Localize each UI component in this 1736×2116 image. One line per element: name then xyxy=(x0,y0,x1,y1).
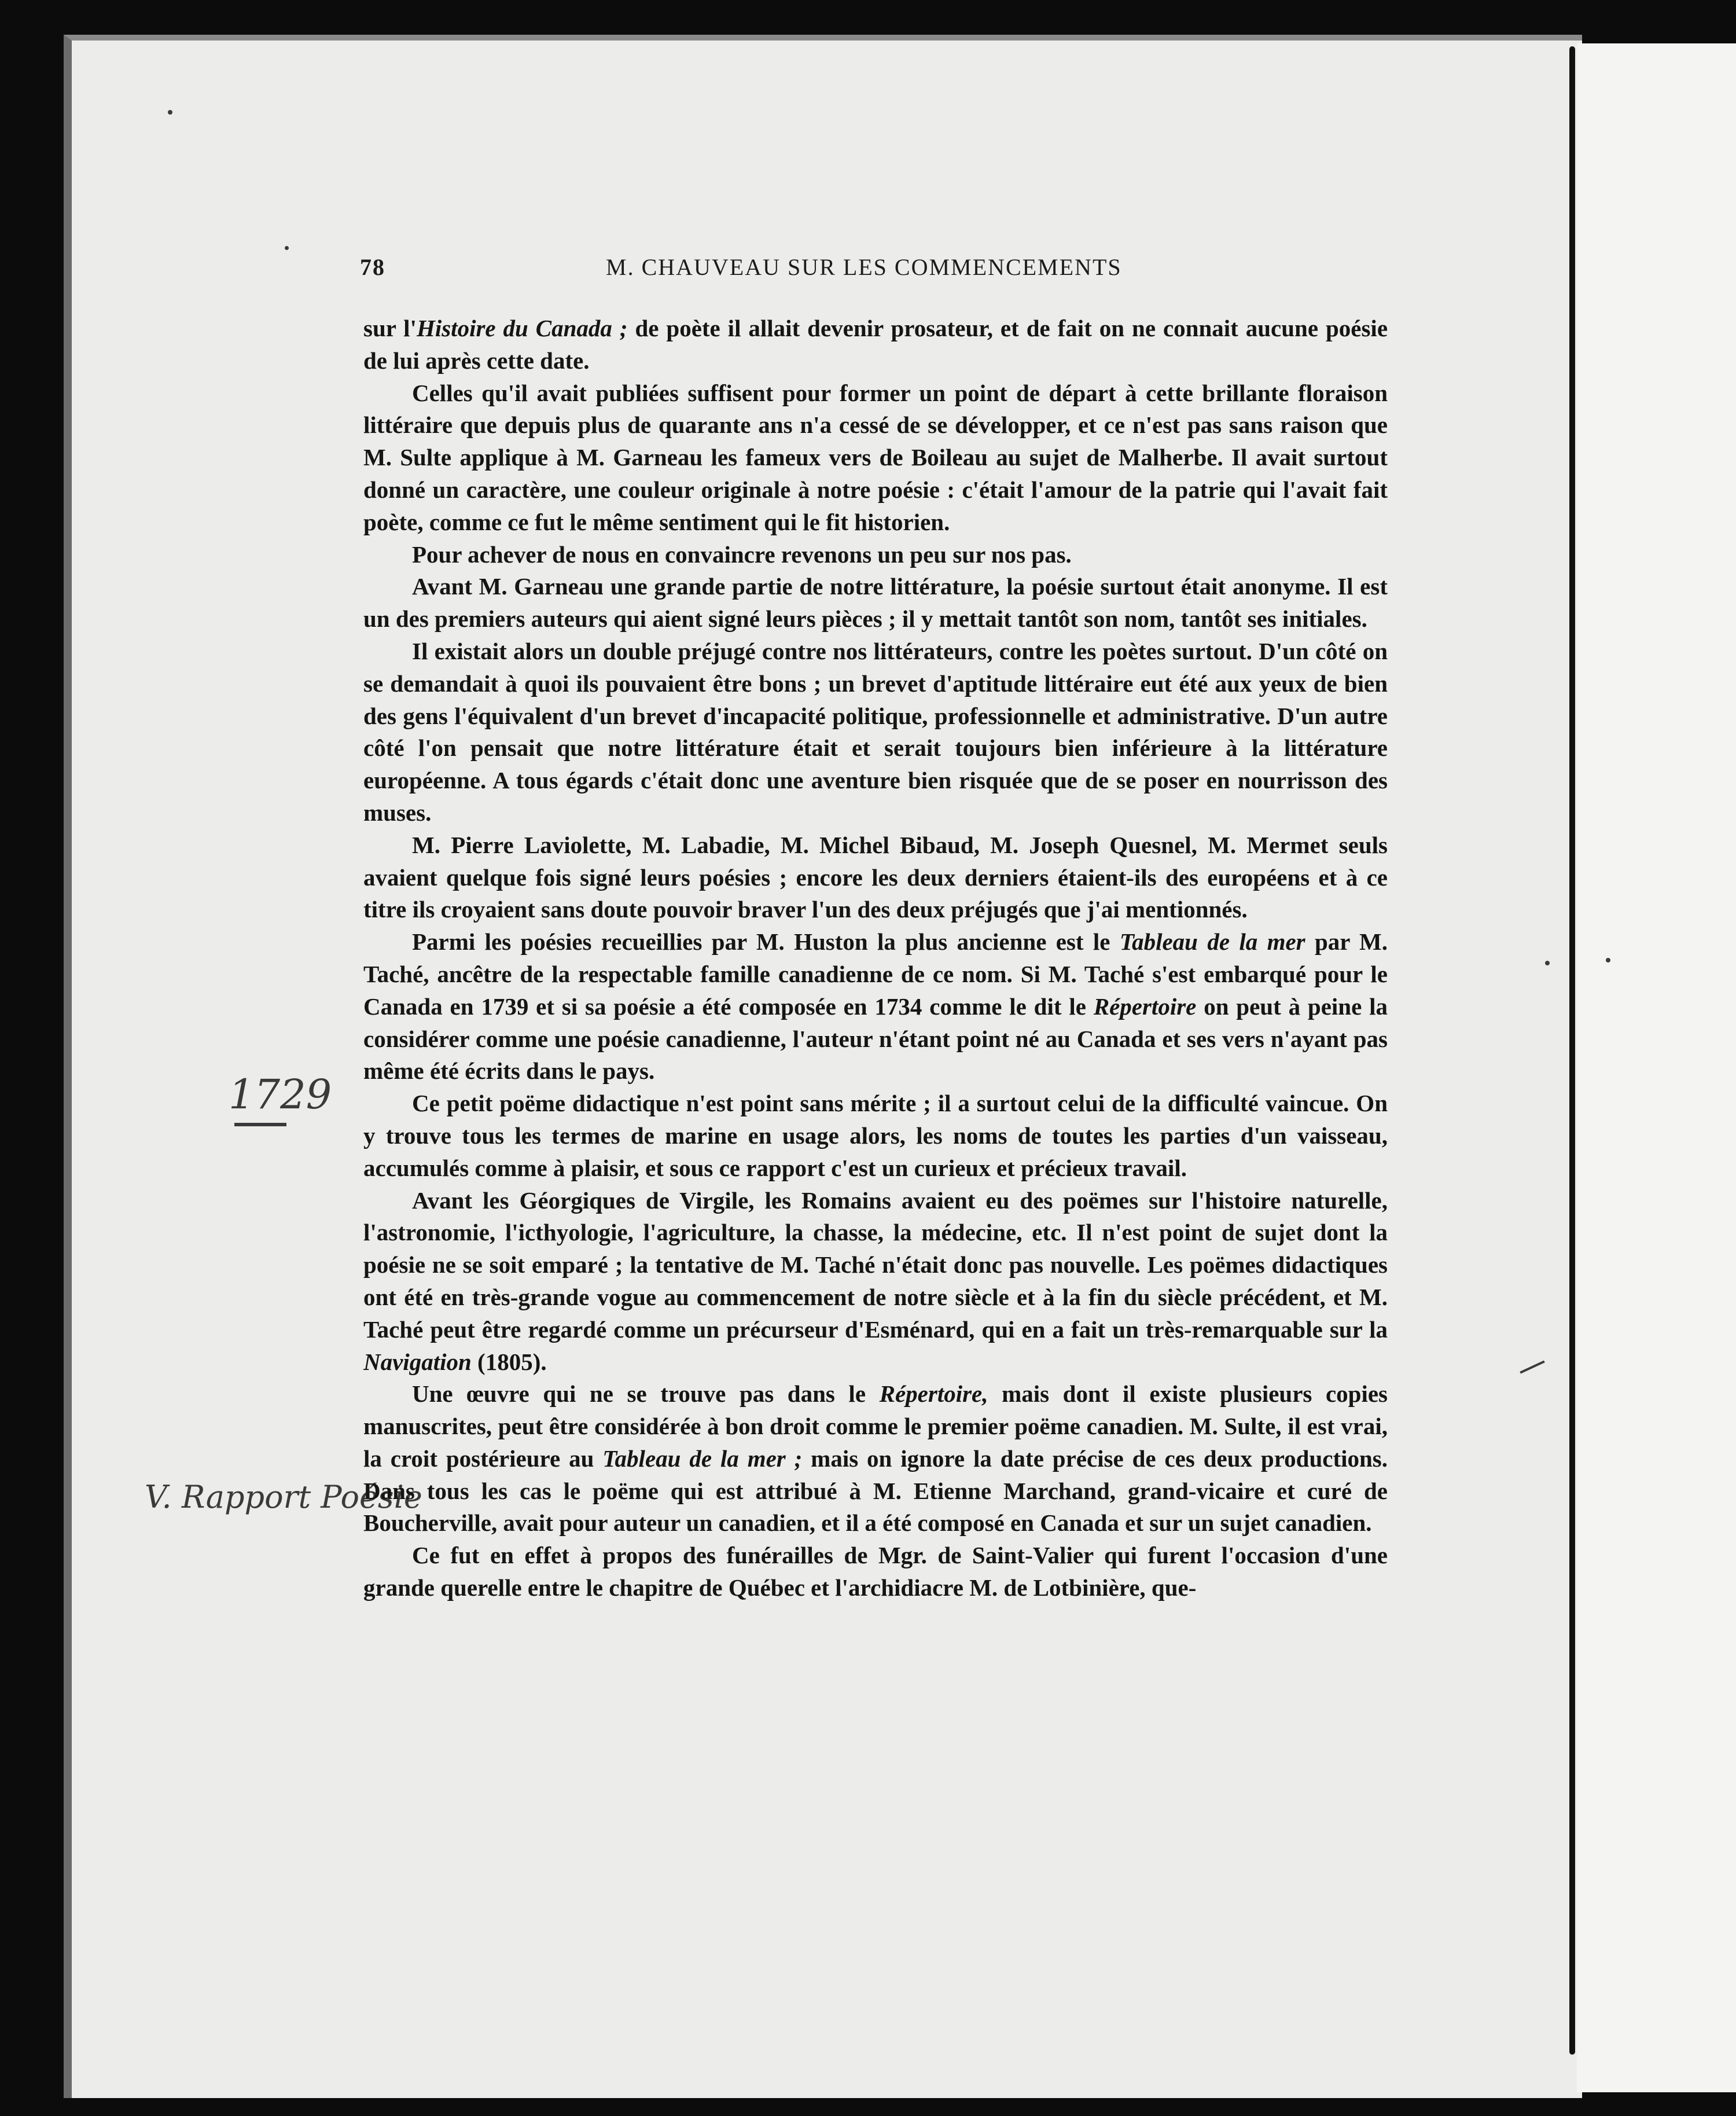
margin-note-year: 1729 xyxy=(229,1071,332,1118)
margin-note-reference: V. Rapport Poésie xyxy=(145,1479,422,1515)
facing-page-edge xyxy=(1577,43,1736,2092)
paragraph xyxy=(363,1185,1388,1379)
text-run: sur l' xyxy=(363,315,417,341)
margin-note-underline xyxy=(234,1123,286,1126)
text-run: Une œuvre qui ne se trouve pas dans le xyxy=(412,1380,880,1408)
scan-mark xyxy=(285,246,289,250)
paragraph xyxy=(363,1378,1388,1540)
paragraph xyxy=(363,926,1388,1088)
italic-title: Tableau de la mer ; xyxy=(602,1445,803,1472)
paragraph xyxy=(363,539,1388,571)
text-run: par M. Taché, ancêtre de la respectable famille canadienne de ce nom. Si M. Taché s'est embarqué pour le Canada en 1739 et si sa poésie a été composée en 1734 comme le dit le xyxy=(363,928,1388,1020)
paragraph xyxy=(363,1088,1388,1184)
body-text xyxy=(363,313,1388,1604)
binding-edge xyxy=(1569,46,1575,2055)
running-head: M. CHAUVEAU SUR LES COMMENCEMENTS xyxy=(606,254,1122,280)
text-run: on peut à peine la considérer comme une poésie canadienne, l'auteur n'étant point né au Canada et ses vers n'ayant pas même été écrits dans le pays. xyxy=(363,993,1388,1085)
text-run: Avant M. Garneau une grande partie de notre littérature, la poésie surtout était anonyme. Il est un des premiers auteurs qui aient signé leurs pièces ; il y mettait tantôt son nom, tantôt ses initiales. xyxy=(363,573,1388,633)
scan-mark xyxy=(1545,961,1550,965)
text-run: de poète il allait devenir prosateur, et de fait on ne connait aucune poésie de lui après cette date. xyxy=(363,315,1388,374)
text-run: mais on ignore la date précise de ces deux productions. Dans tous les cas le poëme qui est attribué à M. Etienne Marchand, grand-vicaire et curé de Boucherville, avait pour auteur un canadien, et il a été composé en Canada et sur un sujet canadien. xyxy=(363,1445,1388,1537)
text-run: Il existait alors un double préjugé contre nos littérateurs, contre les poètes surtout. D'un côté on se demandait à quoi ils pouvaient être bons ; un brevet d'aptitude littéraire eut été aux yeux de bien des gens l'équivalent d'un brevet d'incapacité politique, professionnelle et administrative. D'un autre côté l'on pensait que notre littérature était et serait toujours bien inférieure à la littérature européenne. A tous égards c'était donc une aventure bien risquée que de se poser en nourrisson des muses. xyxy=(363,637,1388,826)
page-header xyxy=(360,254,1448,288)
text-run: Celles qu'il avait publiées suffisent pour former un point de départ à cette brillante floraison littéraire que depuis plus de quarante ans n'a cessé de se développer, et ce n'est pas sans raison que M. Sulte applique à M. Garneau les fameux vers de Boileau au sujet de Malherbe. Il avait surtout donné un caractère, une couleur originale à notre poésie : c'était l'amour de la patrie qui l'avait fait poète, comme ce fut le même sentiment qui le fit historien. xyxy=(363,379,1388,535)
text-run: Parmi les poésies recueillies par M. Huston la plus ancienne est le xyxy=(412,928,1120,956)
text-run: mais dont il existe plusieurs copies manuscrites, peut être considérée à bon droit comme le premier poëme canadien. M. Sulte, il est vrai, la croit postérieure au xyxy=(363,1380,1388,1472)
italic-title: Navigation xyxy=(363,1348,472,1375)
paragraph xyxy=(363,1540,1388,1604)
italic-title: Tableau de la mer xyxy=(1119,928,1305,956)
paragraph xyxy=(363,313,1388,377)
text-run: M. Pierre Laviolette, M. Labadie, M. Michel Bibaud, M. Joseph Quesnel, M. Mermet seuls avaient quelque fois signé leurs poésies ; encore les deux derniers étaient-ils des européens et à ce titre ils croyaient sans doute pouvoir braver l'un des deux préjugés que j'ai mentionnés. xyxy=(363,831,1388,923)
text-run: Ce fut en effet à propos des funérailles de Mgr. de Saint-Valier qui furent l'occasion d'une grande querelle entre le chapitre de Québec et l'archidiacre M. de Lotbinière, que- xyxy=(363,1542,1388,1601)
paragraph xyxy=(363,571,1388,635)
page-number: 78 xyxy=(360,254,385,280)
text-run: (1805). xyxy=(471,1348,547,1375)
italic-title: Répertoire, xyxy=(879,1380,988,1408)
paragraph xyxy=(363,829,1388,926)
italic-title: Répertoire xyxy=(1093,993,1197,1020)
text-run: Avant les Géorgiques de Virgile, les Romains avaient eu des poëmes sur l'histoire naturelle, l'astronomie, l'icthyologie, l'agriculture, la chasse, la médecine, etc. Il n'est point de sujet dont la poésie ne se soit emparé ; la tentative de M. Taché n'était donc pas nouvelle. Les poëmes didactiques ont été en très-grande vogue au commencement de notre siècle et à la fin du siècle précédent, et M. Taché peut être regardé comme un précurseur d'Esménard, qui en a fait un très-remarquable sur la xyxy=(363,1186,1388,1343)
scan-mark xyxy=(1606,958,1610,963)
text-run: Ce petit poëme didactique n'est point sans mérite ; il a surtout celui de la difficulté vaincue. On y trouve tous les termes de marine en usage alors, les noms de toutes les parties d'un vaisseau, accumulés comme à plaisir, et sous ce rapport c'est un curieux et précieux travail. xyxy=(363,1090,1388,1181)
text-run: Pour achever de nous en convaincre revenons un peu sur nos pas. xyxy=(412,541,1072,568)
paragraph xyxy=(363,635,1388,829)
paragraph xyxy=(363,377,1388,539)
scan-mark xyxy=(168,110,172,115)
italic-title: Histoire du Canada ; xyxy=(416,315,628,341)
